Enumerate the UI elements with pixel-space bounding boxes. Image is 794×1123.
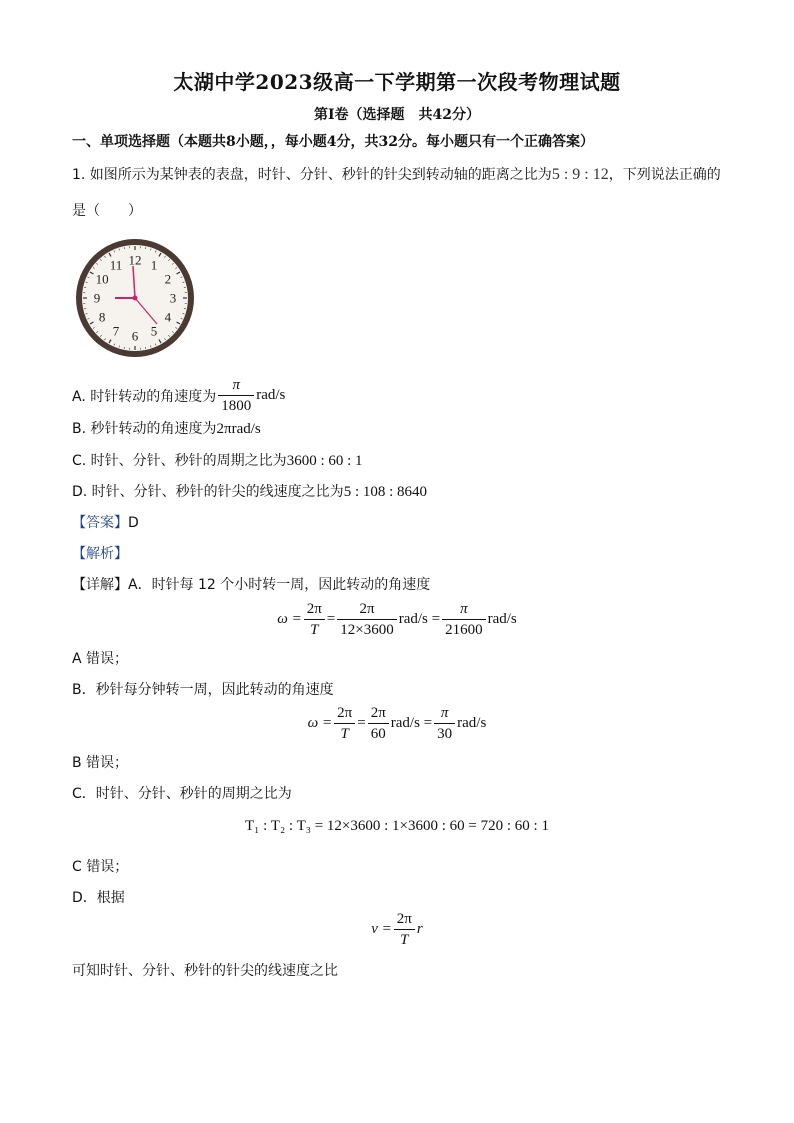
option-b	[72, 418, 261, 438]
eq-b-unit1: rad/s =	[390, 715, 433, 731]
analysis-label: 【解析】	[72, 546, 128, 562]
option-c-prefix: C. 时针、分针、秒针的周期之比为	[72, 453, 287, 469]
answer-label: 【答案】	[72, 515, 128, 531]
eq-b-f3-num: π	[434, 704, 455, 724]
detail-a-line	[72, 574, 430, 594]
clock-number: 9	[93, 290, 101, 306]
eq-a-f1-num: 2π	[304, 600, 325, 620]
option-a	[72, 376, 285, 415]
eq-b-frac1	[334, 704, 355, 743]
eq-b-f3-den: 30	[437, 726, 453, 742]
eq-a-frac2	[337, 600, 396, 639]
eq-b-equals: =	[357, 715, 366, 731]
eq-b-omega: ω =	[307, 715, 333, 731]
conclusion-text: 可知时针、分针、秒针的针尖的线速度之比	[72, 963, 338, 979]
clock-number: 5	[150, 323, 158, 339]
option-b-prefix: B. 秒针转动的角速度为	[72, 421, 217, 437]
option-d-value: 5 : 108 : 8640	[343, 484, 428, 500]
b-wrong: B 错误；	[72, 755, 129, 771]
question-stem-line2: 是（ ）	[72, 203, 142, 219]
detail-d-text: D．根据	[72, 890, 125, 906]
clock-number: 12	[128, 252, 142, 268]
eq-b-unit2: rad/s	[457, 715, 487, 731]
option-d-prefix: D. 时针、分针、秒针的针尖的线速度之比为	[72, 484, 344, 500]
eq-a-omega: ω =	[277, 611, 302, 627]
eq-d-frac	[394, 910, 415, 949]
eq-d-den: T	[400, 932, 409, 948]
clock-figure	[73, 236, 197, 360]
paper-subtitle: 第Ⅰ卷（选择题 共42分）	[313, 107, 481, 123]
option-a-prefix: A. 时针转动的角速度为	[72, 388, 217, 405]
a-wrong: A 错误；	[72, 651, 129, 667]
equation-b	[0, 704, 794, 743]
equation-a	[0, 600, 794, 639]
eq-b-f2-num: 2π	[368, 704, 389, 724]
clock-number: 8	[98, 309, 106, 325]
eq-a-f2-den: 12×3600	[340, 622, 394, 638]
eq-a-unit2: rad/s	[487, 611, 517, 627]
equation-c: T₁ : T₂ : T₃ = 12×3600 : 1×3600 : 60 = 720 : 60 : 1	[245, 818, 549, 834]
option-d	[72, 481, 427, 501]
clock-number: 11	[109, 257, 123, 273]
distance-ratio: 5 : 9 : 12	[551, 166, 609, 183]
clock-number: 1	[150, 257, 158, 273]
eq-a-f2-num: 2π	[337, 600, 396, 620]
eq-d-tail: r	[416, 921, 423, 937]
c-wrong: C 错误；	[72, 859, 129, 875]
eq-a-f3-num: π	[442, 600, 486, 620]
equation-d	[0, 910, 794, 949]
eq-a-f1-den: T	[310, 622, 319, 638]
eq-b-frac3	[434, 704, 455, 743]
detail-label: 【详解】	[72, 577, 128, 593]
option-c-value: 3600 : 60 : 1	[286, 453, 363, 469]
answer-line	[72, 512, 139, 532]
detail-b-text: B．秒针每分钟转一周，因此转动的角速度	[72, 682, 334, 698]
eq-b-f2-den: 60	[370, 726, 386, 742]
option-a-denominator: 1800	[221, 398, 252, 414]
question-stem-line1	[72, 164, 721, 184]
question-stem-part1: 1. 如图所示为某钟表的表盘，时针、分针、秒针的针尖到转动轴的距离之比为	[72, 167, 552, 183]
eq-b-f1-num: 2π	[334, 704, 355, 724]
page-title: 太湖中学2023级高一下学期第一次段考物理试题	[173, 70, 621, 94]
clock-number: 10	[95, 271, 109, 287]
question-stem-part2: ，下列说法正确的	[608, 167, 721, 183]
eq-a-equals: =	[326, 611, 336, 627]
answer-value: D	[128, 515, 139, 531]
section-heading: 一、单项选择题（本题共8小题，，每小题4分，共32分。每小题只有一个正确答案）	[72, 134, 594, 150]
detail-a-text: A．时针每 12 个小时转一周，因此转动的角速度	[128, 577, 431, 593]
clock-number: 2	[164, 271, 172, 287]
clock-number: 6	[131, 328, 139, 344]
option-a-unit: rad/s	[256, 387, 286, 403]
clock-number: 7	[112, 323, 120, 339]
eq-d-lhs: v =	[371, 921, 392, 937]
option-a-fraction	[218, 376, 254, 415]
eq-a-frac1	[304, 600, 325, 639]
clock-number: 4	[164, 309, 172, 325]
eq-b-f1-den: T	[340, 726, 349, 742]
eq-d-num: 2π	[394, 910, 415, 930]
eq-a-frac3	[442, 600, 486, 639]
option-b-value: 2πrad/s	[216, 421, 261, 437]
eq-a-f3-den: 21600	[445, 622, 483, 638]
clock-number: 3	[169, 290, 177, 306]
detail-c-text: C．时针、分针、秒针的周期之比为	[72, 786, 292, 802]
clock-center	[133, 296, 138, 301]
eq-a-unit1: rad/s =	[398, 611, 441, 627]
eq-b-frac2	[368, 704, 389, 743]
option-c	[72, 450, 363, 470]
option-a-numerator: π	[218, 376, 254, 396]
